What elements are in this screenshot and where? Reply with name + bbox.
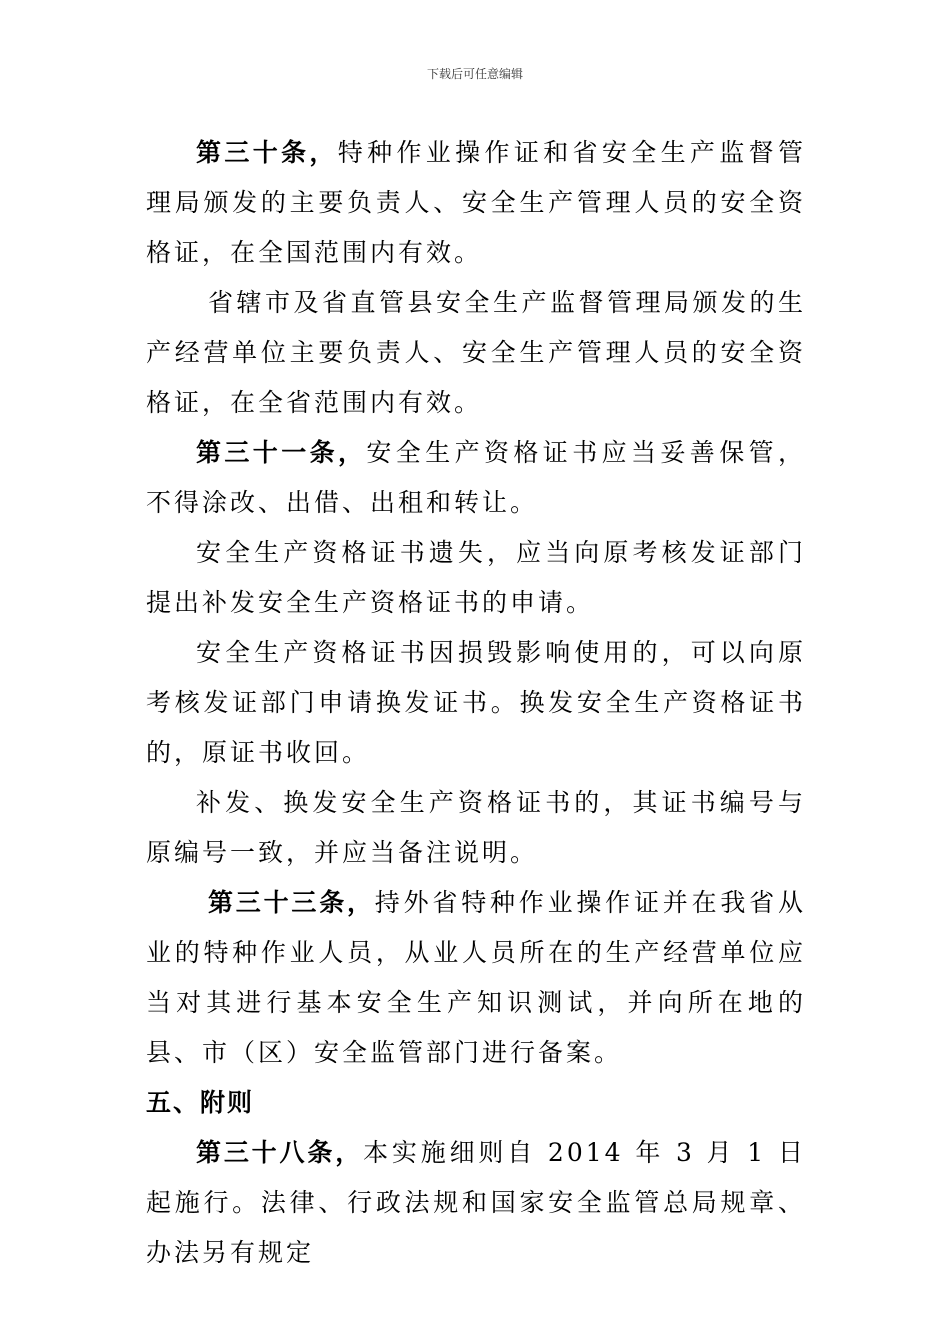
article-30-text: 特种作业操作证和省安全生产监督管理局颁发的主要负责人、安全生产管理人员的安全资格证，在全国范围内有效。 <box>146 138 806 267</box>
article-31-text-4: 补发、换发安全生产资格证书的，其证书编号与原编号一致，并应当备注说明。 <box>146 788 806 867</box>
article-33-paragraph <box>146 878 806 1078</box>
article-31-paragraph <box>146 428 806 528</box>
article-31-text-2: 安全生产资格证书遗失，应当向原考核发证部门提出补发安全生产资格证书的申请。 <box>146 538 806 617</box>
article-31-paragraph-4 <box>146 778 806 878</box>
article-31-lead: 第三十一条， <box>196 438 367 467</box>
document-body <box>146 128 806 1278</box>
article-31-paragraph-2 <box>146 528 806 628</box>
article-33-text: 持外省特种作业操作证并在我省从业的特种作业人员，从业人员所在的生产经营单位应当对其进行基本安全生产知识测试，并向所在地的县、市（区）安全监管部门进行备案。 <box>146 888 806 1067</box>
article-38-lead: 第三十八条， <box>196 1138 364 1167</box>
section-heading: 五、附则 <box>146 1088 255 1117</box>
article-30-paragraph <box>146 128 806 278</box>
article-31-text-3: 安全生产资格证书因损毁影响使用的，可以向原考核发证部门申请换发证书。换发安全生产资格证书的，原证书收回。 <box>146 638 806 767</box>
article-30-lead: 第三十条， <box>196 138 338 167</box>
article-30-paragraph-2 <box>146 278 806 428</box>
page-header-note: 下载后可任意编辑 <box>426 67 523 81</box>
article-33-lead: 第三十三条， <box>208 888 375 917</box>
article-30-text-2: 省辖市及省直管县安全生产监督管理局颁发的生产经营单位主要负责人、安全生产管理人员的安全资格证，在全省范围内有效。 <box>146 288 806 417</box>
article-38-text: 本实施细则自 2014 年 3 月 1 日起施行。法律、行政法规和国家安全监管总局规章、办法另有规定 <box>146 1138 806 1267</box>
article-31-paragraph-3 <box>146 628 806 778</box>
article-38-paragraph <box>146 1128 806 1278</box>
article-31-text: 安全生产资格证书应当妥善保管，不得涂改、出借、出租和转让。 <box>146 438 806 517</box>
